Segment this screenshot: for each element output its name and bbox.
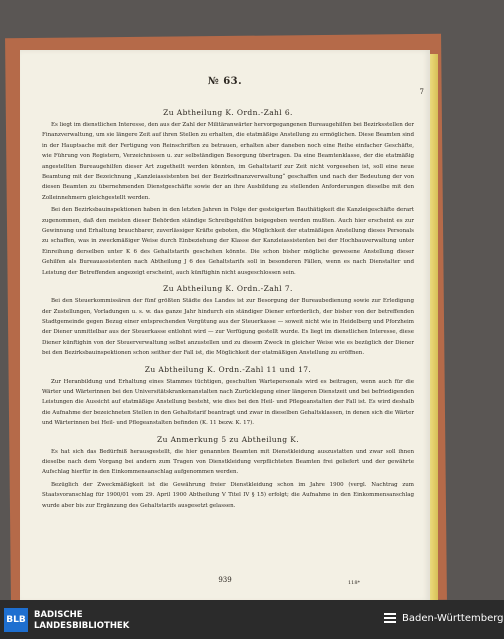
- signature-mark: 118*: [347, 580, 360, 586]
- paragraph: Zur Heranbildung und Erhaltung eines Stammes tüchtigen, geschulten Wartepersonals wird es beitragen, wenn auch für die Wärter und Wärterinnen bei den Universitätskrankenanstalten nach Zurücklegung einer längeren Dienstzeit und bei befriedigenden Leistungen die Aussicht auf etatmäßige Anstellung besteht, wie dies bei den Heil- und Pflegeanstalten der Fall ist. Es wird deshalb die Aufnahme der bezeichneten Stellen in den Gehaltstarif beantragt und zwar in dieselben Gehaltsklassen, in denen sich die Wärter und Wärterinnen bei Heil- und Pflegeanstalten befinden (K. 11 bezw. K. 17).: [42, 378, 414, 427]
- section-heading: Zu Abtheilung K. Ordn.-Zahl 6.: [163, 108, 293, 117]
- section-heading: Zu Abtheilung K. Ordn.-Zahl 11 und 17.: [144, 364, 312, 374]
- library-name[interactable]: [34, 610, 129, 632]
- section-heading: Zu Abtheilung K. Ordn.-Zahl 7.: [163, 284, 293, 294]
- document-body: [42, 102, 414, 513]
- document-page: [20, 50, 430, 600]
- document-number: № 63.: [207, 76, 243, 87]
- page-number: 7: [419, 88, 424, 96]
- section-heading: Zu Anmerkung 5 zu Abtheilung K.: [156, 434, 300, 444]
- paragraph: Bei den Steuerkommissären der fünf größten Städte des Landes ist zur Besorgung der Bureaubedienung sowie zur Erledigung der Zustellungen, Vorladungen u. s. w. das ganze Jahr hindurch ein ständiger Diener erforderlich, der bisher von der betreffenden Stadtgemeinde gegen Bezug einer entsprechenden Vergütung aus der Steuerkasse — soweit nicht wie in Heidelberg und Pforzheim der Diener unmittelbar aus der Steuerkasse entlohnt wird — zur Verfügung gestellt wurde. Es liegt im dienstlichen Interesse, diese Diener künftighin von der Steuerverwaltung selbst anzustellen und zu diesem Zweck in gleicher Weise wie es bezüglich der Diener bei den Bezirksbauinspektionen schon seither der Fall ist, die Möglichkeit der etatmäßigen Anstellung zu eröffnen.: [42, 298, 414, 357]
- baden-wuerttemberg-lions-icon: [382, 611, 398, 627]
- paragraph: Es hat sich das Bedürfniß herausgestellt, die hier genannten Beamten mit Dienstkleidung auszustatten und zwar soll ihnen dieselbe nach dem Vorgang bei andern zum Tragen von Dienstkleidung verpflichteten Beamten frei geliefert und der gewährte Aufschlag hierfür in den Einkommensanschlag aufgenommen werden.: [42, 448, 414, 476]
- paragraph: Es liegt im dienstlichen Interesse, den aus der Zahl der Militäranwärter hervorgegangenen Bureaugehilfen bei Bezirksstellen der Finanzverwaltung, um sie längere Zeit auf ihren Stellen zu erhalten, die etatmäßige Anstellung zu ermöglichen. Diese Beamten sind in der Hauptsache mit der Fertigung von Reinschriften zu betrauen, erhalten aber daneben noch eine Reihe einfacher Geschäfte, wie Führung von Registern, Verzeichnissen u. zur selbständigen Besorgung übertragen. Da eine Beamtenklasse, der die etatmäßig angestellten Bureaugehilfen dieser Art zugetheilt werden könnten, im Gehaltstarif zur Zeit nicht vorgesehen ist, soll eine neue Beamtung mit der Bezeichnung „Kanzleiassistenten bei der Bezirksfinanzverwaltung“ geschaffen und nach der Bedeutung der von diesen Beamten zu übernehmenden Dienstgeschäfte sowie der an ihre Ausbildung zu stellenden Anforderungen dieselbe mit den Zolleinnehmern gleichgestellt werden.: [42, 122, 414, 201]
- paragraph: Bei den Bezirksbauinspektionen haben in den letzten Jahren in Folge der gesteigerten Bauthätigkeit die Kanzleigeschäfte derart zugenommen, daß den meisten dieser Behörden ständige Schreibgehilfen beigegeben werden mußten. Auch hier erscheint es zur Gewinnung und Erhaltung brauchbarer, zuverlässiger Kräfte geboten, die Möglichkeit der etatmäßigen Anstellung dieses Personals zu schaffen, was in zweckmäßiger Weise durch Einbeziehung der Klasse der Kanzleiassistenten bei der Hochbauverwaltung unter Einreihung derselben unter K 6 des Gehaltstarifs geschehen könnte. Die schon bisher mögliche gewesene Anstellung dieser Gehilfen als Bureauassistenten nach Abtheilung J 6 des Gehaltstarifs soll in besonderen Fällen, wenn es nach Dienstalter und Leistung der Betreffenden angezeigt erscheint, auch künftighin nicht ausgeschlossen sein.: [42, 207, 414, 276]
- footer-page-number: 939: [218, 576, 232, 584]
- library-name-line2: LANDESBIBLIOTHEK: [34, 621, 130, 631]
- state-name[interactable]: Baden-Württemberg: [402, 613, 504, 624]
- paragraph: Bezüglich der Zweckmäßigkeit ist die Gewährung freier Dienstkleidung schon im Jahre 1900 (vergl. Nachtrag zum Staatsvoranschlag für 1900/01 vom 29. April 1900 Abtheilung V Titel IV § 15) erfolgt; die Aufnahme in den Einkommensanschlag wurde aber bis zur Ergänzung des Gehaltstarifs ausgesetzt gelassen.: [42, 481, 414, 509]
- blb-logo-icon[interactable]: BLB: [4, 608, 28, 632]
- branding-bar: [0, 600, 504, 639]
- library-name-line1: BADISCHE: [34, 610, 83, 620]
